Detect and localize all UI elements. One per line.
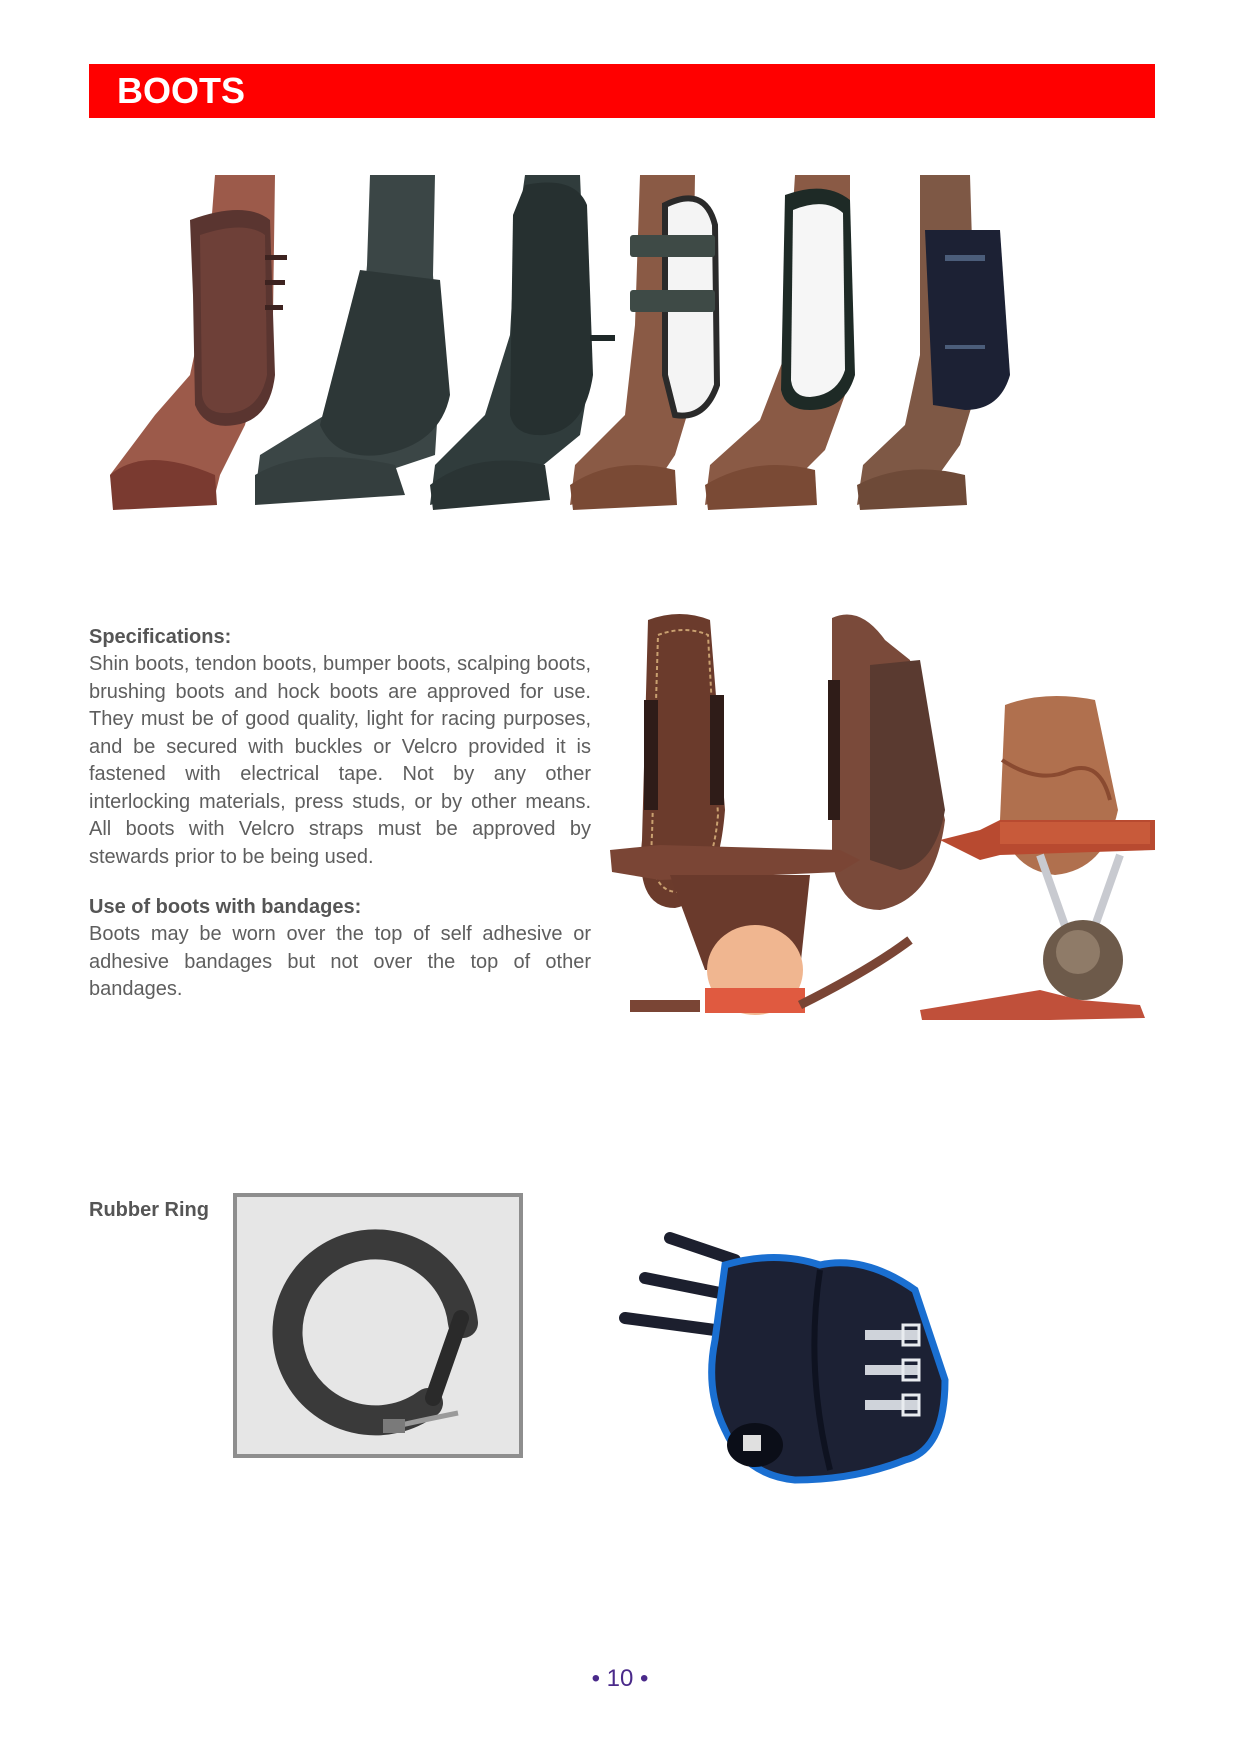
dark-rubber-boot xyxy=(255,175,450,505)
rubber-ring-label: Rubber Ring xyxy=(89,1199,209,1221)
white-shell-boot xyxy=(705,175,855,510)
rubber-ring-photo xyxy=(233,1193,523,1458)
section-title: BOOTS xyxy=(117,70,246,111)
boots-and-harness-photo xyxy=(600,610,1160,1140)
navy-buckle-boot-photo xyxy=(615,1230,975,1490)
specifications-heading: Specifications: xyxy=(89,626,232,648)
red-harness-right xyxy=(920,820,1155,1020)
page-number: • 10 • xyxy=(591,1665,649,1692)
white-velcro-boot xyxy=(570,175,717,510)
bandages-heading: Use of boots with bandages: xyxy=(89,896,362,918)
buckle-straps xyxy=(865,1325,920,1415)
bandages-body: Boots may be worn over the top of self adhesive or adhesive bandages but not over the top of other bandages. xyxy=(89,923,591,1000)
section-header-bar xyxy=(89,64,1155,118)
navy-fabric-boot xyxy=(857,175,1010,510)
leg-boots-photo xyxy=(105,175,1135,575)
specifications-body: Shin boots, tendon boots, bumper boots, scalping boots, brushing boots and hock boots are approved for use. They must be of good quality, light for racing purposes, and be secured with buckles or Velcro provided it is fastened with electrical tape. Not by any other interlocking materials, press studs, or by other means. All boots with Velcro straps must be approved by stewards prior to be being used. xyxy=(89,653,591,868)
